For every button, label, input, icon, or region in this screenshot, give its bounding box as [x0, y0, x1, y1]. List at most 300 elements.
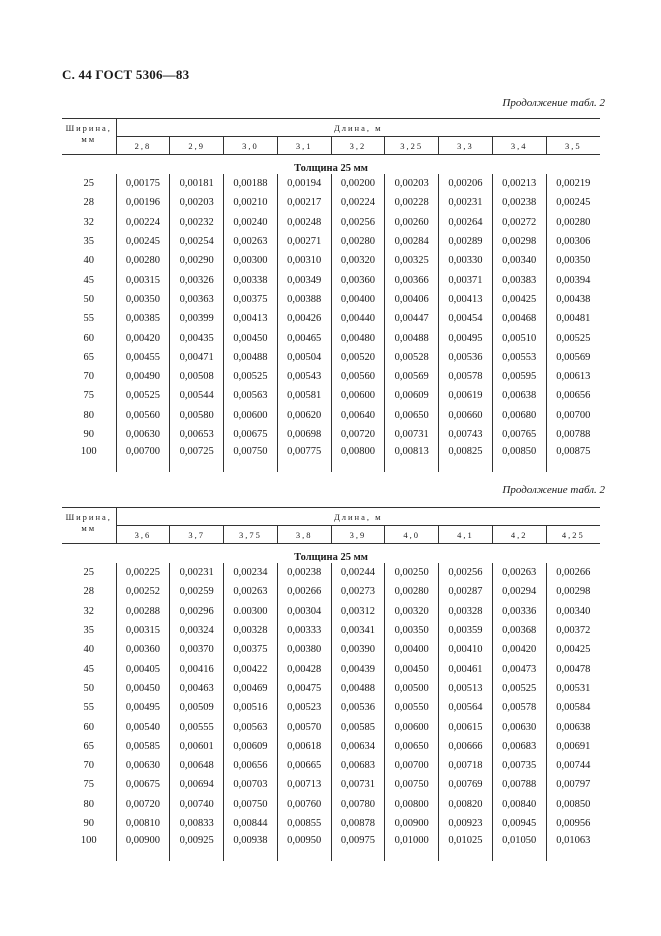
volume-cell: 0,00272: [492, 213, 546, 232]
volume-cell: 0,00510: [492, 328, 546, 347]
volume-cell: 0,00413: [224, 309, 278, 328]
volume-cell: 0,00350: [385, 621, 439, 640]
table-continuation-label: Продолжение табл. 2: [502, 484, 605, 496]
volume-cell: 0,00743: [439, 425, 493, 444]
volume-cell: 0,00650: [385, 406, 439, 425]
volume-cell: 0,00490: [116, 367, 170, 386]
volume-cell: 0,00405: [116, 659, 170, 678]
volume-cell: 0,00232: [170, 213, 224, 232]
volume-cell: 0,00666: [439, 737, 493, 756]
volume-cell: 0,00447: [385, 309, 439, 328]
volume-cell: 0,00488: [331, 679, 385, 698]
volume-cell: 0,00328: [224, 621, 278, 640]
volume-cell: 0,00461: [439, 659, 493, 678]
volume-cell: 0.00300: [224, 602, 278, 621]
volume-cell: 0,01063: [546, 833, 600, 861]
volume-cell: 0,00300: [224, 251, 278, 270]
thickness-section-header: Толщина 25 мм: [294, 552, 368, 563]
table-row: [62, 213, 600, 232]
volume-cell: 0,00350: [546, 251, 600, 270]
volume-cell: 0,00231: [439, 193, 493, 212]
table-row: [62, 232, 600, 251]
length-column-header: 3,1: [277, 137, 331, 155]
width-header-label: Ширина,: [65, 123, 112, 133]
volume-cell: 0,00878: [331, 814, 385, 833]
volume-cell: 0,00520: [331, 348, 385, 367]
volume-cell: 0,00581: [277, 386, 331, 405]
length-column-header: 3,9: [331, 526, 385, 544]
volume-cell: 0,00280: [116, 251, 170, 270]
volume-cell: 0,00406: [385, 290, 439, 309]
volume-cell: 0,00731: [331, 775, 385, 794]
volume-cell: 0,00359: [439, 621, 493, 640]
width-cell: 50: [83, 293, 94, 305]
volume-cell: 0,00175: [116, 174, 170, 193]
width-cell: 100: [80, 835, 97, 847]
volume-cell: 0,00264: [439, 213, 493, 232]
volume-cell: 0,00224: [331, 193, 385, 212]
volume-cell: 0,00718: [439, 756, 493, 775]
length-column-header: 3,7: [170, 526, 224, 544]
table-row: [62, 640, 600, 659]
volume-cell: 0,00306: [546, 232, 600, 251]
length-column-header: 3,3: [439, 137, 493, 155]
volume-cell: 0,00585: [116, 737, 170, 756]
width-cell: 45: [83, 274, 94, 286]
width-cell: 28: [83, 197, 94, 209]
table-row: [62, 367, 600, 386]
volume-cell: 0,00578: [492, 698, 546, 717]
volume-cell: 0,00206: [439, 174, 493, 193]
volume-cell: 0,00244: [331, 563, 385, 582]
volume-cell: 0,00553: [492, 348, 546, 367]
volume-cell: 0,00698: [277, 425, 331, 444]
volume-cell: 0,00713: [277, 775, 331, 794]
volume-cell: 0,00340: [492, 251, 546, 270]
volume-cell: 0,00238: [277, 563, 331, 582]
length-group-header: Длина, м: [116, 508, 600, 526]
volume-cell: 0,00956: [546, 814, 600, 833]
volume-cell: 0,00375: [224, 640, 278, 659]
volume-cell: 0,00788: [546, 425, 600, 444]
volume-cell: 0,00844: [224, 814, 278, 833]
length-column-header: 3,0: [224, 137, 278, 155]
volume-cell: 0,00410: [439, 640, 493, 659]
table-row: [62, 621, 600, 640]
volume-cell: 0,00349: [277, 270, 331, 289]
width-cell: 25: [83, 178, 94, 190]
volume-cell: 0,00450: [224, 328, 278, 347]
volume-cell: 0,00287: [439, 582, 493, 601]
volume-cell: 0,00252: [116, 582, 170, 601]
length-group-header: Длина, м: [116, 119, 600, 137]
volume-cell: 0,00525: [546, 328, 600, 347]
volume-cell: 0,00188: [224, 174, 278, 193]
volume-cell: 0,00653: [170, 425, 224, 444]
volume-cell: 0,00508: [170, 367, 224, 386]
volume-cell: 0,00225: [116, 563, 170, 582]
volume-cell: 0,00290: [170, 251, 224, 270]
volume-cell: 0,00525: [224, 367, 278, 386]
volume-cell: 0,00366: [385, 270, 439, 289]
volume-cell: 0,00543: [277, 367, 331, 386]
volume-cell: 0,00310: [277, 251, 331, 270]
volume-cell: 0,00248: [277, 213, 331, 232]
volume-cell: 0,00298: [546, 582, 600, 601]
thickness-section-header: Толщина 25 мм: [294, 163, 368, 174]
length-column-header: 2,9: [170, 137, 224, 155]
volume-cell: 0,00289: [439, 232, 493, 251]
volume-cell: 0,00340: [546, 602, 600, 621]
table-row: [62, 679, 600, 698]
volume-cell: 0,00196: [116, 193, 170, 212]
volume-cell: 0,00245: [546, 193, 600, 212]
width-cell: 40: [83, 255, 94, 267]
volume-cell: 0,00298: [492, 232, 546, 251]
volume-cell: 0,00500: [385, 679, 439, 698]
volume-cell: 0,00450: [116, 679, 170, 698]
volume-cell: 0,00691: [546, 737, 600, 756]
volume-cell: 0,00765: [492, 425, 546, 444]
volume-cell: 0,00725: [170, 444, 224, 472]
volume-cell: 0,00394: [546, 270, 600, 289]
width-cell: 70: [83, 371, 94, 383]
volume-cell: 0,00440: [331, 309, 385, 328]
volume-cell: 0,00569: [546, 348, 600, 367]
volume-cell: 0,00665: [277, 756, 331, 775]
volume-cell: 0,00638: [546, 717, 600, 736]
volume-cell: 0,00619: [439, 386, 493, 405]
volume-cell: 0,00475: [277, 679, 331, 698]
volume-cell: 0,00634: [331, 737, 385, 756]
length-column-header: 4,2: [492, 526, 546, 544]
width-column-header: [62, 119, 116, 155]
width-cell: 25: [83, 567, 94, 579]
length-column-header: 3,8: [277, 526, 331, 544]
volume-cell: 0,00601: [170, 737, 224, 756]
length-column-header: 3,25: [385, 137, 439, 155]
volume-cell: 0,00315: [116, 621, 170, 640]
volume-cell: 0,00495: [439, 328, 493, 347]
volume-cell: 0,00523: [277, 698, 331, 717]
volume-cell: 0,00250: [385, 563, 439, 582]
width-cell: 65: [83, 740, 94, 752]
volume-cell: 0,00481: [546, 309, 600, 328]
volume-table-1: [62, 118, 600, 472]
table-row: [62, 348, 600, 367]
volume-cell: 0,00540: [116, 717, 170, 736]
volume-cell: 0,00350: [116, 290, 170, 309]
volume-cell: 0,00471: [170, 348, 224, 367]
table-continuation-label: Продолжение табл. 2: [502, 97, 605, 109]
volume-cell: 0,00426: [277, 309, 331, 328]
volume-cell: 0,00315: [116, 270, 170, 289]
volume-cell: 0,00516: [224, 698, 278, 717]
volume-cell: 0,00333: [277, 621, 331, 640]
volume-cell: 0,00228: [385, 193, 439, 212]
volume-cell: 0,00620: [277, 406, 331, 425]
volume-cell: 0,00855: [277, 814, 331, 833]
volume-cell: 0,00400: [331, 290, 385, 309]
volume-cell: 0,00284: [385, 232, 439, 251]
volume-cell: 0,00480: [331, 328, 385, 347]
table-row: [62, 290, 600, 309]
width-cell: 50: [83, 682, 94, 694]
width-header-label: Ширина,: [65, 512, 112, 522]
volume-cell: 0,00569: [385, 367, 439, 386]
table-row: [62, 717, 600, 736]
volume-cell: 0,00368: [492, 621, 546, 640]
table-row: [62, 193, 600, 212]
volume-cell: 0,00800: [385, 795, 439, 814]
width-column-header: [62, 508, 116, 544]
volume-cell: 0,00380: [277, 640, 331, 659]
volume-cell: 0,00371: [439, 270, 493, 289]
volume-cell: 0,00509: [170, 698, 224, 717]
length-column-header: 3,5: [546, 137, 600, 155]
volume-cell: 0,00324: [170, 621, 224, 640]
length-column-header: 3,4: [492, 137, 546, 155]
volume-cell: 0,00850: [546, 795, 600, 814]
volume-cell: 0,00680: [492, 406, 546, 425]
volume-cell: 0,00797: [546, 775, 600, 794]
volume-cell: 0,00325: [385, 251, 439, 270]
table-row: [62, 602, 600, 621]
volume-cell: 0,00478: [546, 659, 600, 678]
width-header-unit: мм: [81, 134, 97, 144]
volume-cell: 0,00925: [170, 833, 224, 861]
volume-cell: 0,00422: [224, 659, 278, 678]
volume-cell: 0,00700: [116, 444, 170, 472]
width-cell: 45: [83, 663, 94, 675]
volume-cell: 0,00578: [439, 367, 493, 386]
table-row: [62, 795, 600, 814]
volume-cell: 0,00469: [224, 679, 278, 698]
volume-cell: 0,00675: [116, 775, 170, 794]
volume-cell: 0,00775: [277, 444, 331, 472]
volume-cell: 0,00454: [439, 309, 493, 328]
volume-cell: 0,00825: [439, 444, 493, 472]
volume-cell: 0,00833: [170, 814, 224, 833]
volume-cell: 0,00950: [277, 833, 331, 861]
table-row: [62, 563, 600, 582]
volume-cell: 0,00650: [385, 737, 439, 756]
volume-cell: 0,00580: [170, 406, 224, 425]
length-column-header: 2,8: [116, 137, 170, 155]
volume-cell: 0,01025: [439, 833, 493, 861]
volume-cell: 0,00328: [439, 602, 493, 621]
volume-cell: 0,00609: [385, 386, 439, 405]
volume-cell: 0,00735: [492, 756, 546, 775]
volume-cell: 0,00372: [546, 621, 600, 640]
volume-cell: 0,00385: [116, 309, 170, 328]
volume-cell: 0,00388: [277, 290, 331, 309]
volume-cell: 0,00700: [385, 756, 439, 775]
length-column-header: 3,2: [331, 137, 385, 155]
width-cell: 80: [83, 798, 94, 810]
volume-cell: 0,00585: [331, 717, 385, 736]
volume-cell: 0,00304: [277, 602, 331, 621]
volume-cell: 0,00326: [170, 270, 224, 289]
width-cell: 60: [83, 721, 94, 733]
volume-cell: 0,00760: [277, 795, 331, 814]
volume-cell: 0,00256: [331, 213, 385, 232]
volume-cell: 0,00810: [116, 814, 170, 833]
volume-cell: 0,00595: [492, 367, 546, 386]
table-row: [62, 251, 600, 270]
volume-cell: 0,01000: [385, 833, 439, 861]
table-row: [62, 425, 600, 444]
table-row: [62, 737, 600, 756]
volume-cell: 0,00613: [546, 367, 600, 386]
length-column-header: 3,75: [224, 526, 278, 544]
volume-cell: 0,00203: [385, 174, 439, 193]
volume-cell: 0,00525: [116, 386, 170, 405]
volume-cell: 0,00550: [385, 698, 439, 717]
width-cell: 80: [83, 409, 94, 421]
volume-cell: 0,00360: [331, 270, 385, 289]
volume-cell: 0,00450: [385, 659, 439, 678]
table-row: [62, 444, 600, 472]
volume-cell: 0,00683: [331, 756, 385, 775]
volume-cell: 0,00703: [224, 775, 278, 794]
volume-cell: 0,00615: [439, 717, 493, 736]
volume-cell: 0,00271: [277, 232, 331, 251]
volume-cell: 0,00280: [331, 232, 385, 251]
volume-cell: 0,00439: [331, 659, 385, 678]
volume-cell: 0,00360: [116, 640, 170, 659]
volume-cell: 0,00455: [116, 348, 170, 367]
width-cell: 75: [83, 779, 94, 791]
table-row: [62, 174, 600, 193]
volume-cell: 0,00750: [224, 444, 278, 472]
width-cell: 90: [83, 818, 94, 829]
volume-cell: 0,00600: [224, 406, 278, 425]
volume-cell: 0,00375: [224, 290, 278, 309]
page-header: С. 44 ГОСТ 5306—83: [62, 67, 190, 82]
table-row: [62, 698, 600, 717]
volume-cell: 0,00531: [546, 679, 600, 698]
volume-cell: 0,00638: [492, 386, 546, 405]
volume-cell: 0,00263: [224, 582, 278, 601]
volume-cell: 0,00488: [385, 328, 439, 347]
width-cell: 100: [80, 446, 97, 458]
length-column-header: 4,0: [385, 526, 439, 544]
volume-cell: 0,00656: [224, 756, 278, 775]
volume-cell: 0,00280: [385, 582, 439, 601]
volume-cell: 0,00630: [116, 756, 170, 775]
volume-cell: 0,00536: [439, 348, 493, 367]
volume-cell: 0,00975: [331, 833, 385, 861]
table-row: [62, 833, 600, 861]
volume-cell: 0,00630: [116, 425, 170, 444]
width-cell: 60: [83, 332, 94, 344]
volume-cell: 0,00336: [492, 602, 546, 621]
volume-cell: 0,00504: [277, 348, 331, 367]
volume-cell: 0,00400: [385, 640, 439, 659]
volume-cell: 0,00750: [385, 775, 439, 794]
volume-cell: 0,00338: [224, 270, 278, 289]
volume-cell: 0,00660: [439, 406, 493, 425]
table-row: [62, 756, 600, 775]
volume-cell: 0,00945: [492, 814, 546, 833]
volume-cell: 0,00555: [170, 717, 224, 736]
table-row: [62, 309, 600, 328]
width-cell: 35: [83, 625, 94, 637]
table-row: [62, 386, 600, 405]
volume-cell: 0,00473: [492, 659, 546, 678]
volume-cell: 0,00416: [170, 659, 224, 678]
volume-cell: 0,00528: [385, 348, 439, 367]
volume-cell: 0,00740: [170, 795, 224, 814]
table-row: [62, 406, 600, 425]
volume-cell: 0,00428: [277, 659, 331, 678]
volume-cell: 0,00584: [546, 698, 600, 717]
volume-cell: 0,00900: [385, 814, 439, 833]
volume-cell: 0,00731: [385, 425, 439, 444]
volume-cell: 0,00875: [546, 444, 600, 472]
width-cell: 35: [83, 236, 94, 248]
volume-cell: 0,00420: [116, 328, 170, 347]
volume-cell: 0,00210: [224, 193, 278, 212]
volume-cell: 0,00203: [170, 193, 224, 212]
volume-cell: 0,00700: [546, 406, 600, 425]
volume-cell: 0,00217: [277, 193, 331, 212]
volume-cell: 0,00425: [492, 290, 546, 309]
volume-cell: 0,00245: [116, 232, 170, 251]
volume-cell: 0,00820: [439, 795, 493, 814]
volume-cell: 0,00312: [331, 602, 385, 621]
volume-cell: 0,00813: [385, 444, 439, 472]
volume-cell: 0,00399: [170, 309, 224, 328]
volume-cell: 0,00341: [331, 621, 385, 640]
volume-cell: 0,00544: [170, 386, 224, 405]
volume-cell: 0,00320: [331, 251, 385, 270]
volume-cell: 0,00525: [492, 679, 546, 698]
volume-cell: 0,00273: [331, 582, 385, 601]
width-cell: 90: [83, 429, 94, 440]
volume-cell: 0,00488: [224, 348, 278, 367]
width-cell: 55: [83, 702, 94, 714]
table-row: [62, 328, 600, 347]
volume-cell: 0,00200: [331, 174, 385, 193]
width-header-unit: мм: [81, 523, 97, 533]
volume-cell: 0,00780: [331, 795, 385, 814]
volume-cell: 0,00769: [439, 775, 493, 794]
volume-cell: 0,00280: [546, 213, 600, 232]
volume-cell: 0,00675: [224, 425, 278, 444]
table-row: [62, 659, 600, 678]
data-table: [62, 507, 600, 861]
table-row: [62, 814, 600, 833]
volume-cell: 0,00560: [116, 406, 170, 425]
volume-cell: 0,00600: [331, 386, 385, 405]
volume-cell: 0,00259: [170, 582, 224, 601]
volume-cell: 0,00840: [492, 795, 546, 814]
volume-cell: 0,00296: [170, 602, 224, 621]
volume-cell: 0,00234: [224, 563, 278, 582]
volume-cell: 0,00465: [277, 328, 331, 347]
volume-cell: 0,00923: [439, 814, 493, 833]
volume-cell: 0,00370: [170, 640, 224, 659]
volume-cell: 0,00683: [492, 737, 546, 756]
volume-cell: 0,00288: [116, 602, 170, 621]
length-column-header: 3,6: [116, 526, 170, 544]
volume-cell: 0,00640: [331, 406, 385, 425]
volume-cell: 0,00720: [331, 425, 385, 444]
volume-cell: 0,00363: [170, 290, 224, 309]
volume-cell: 0,00435: [170, 328, 224, 347]
